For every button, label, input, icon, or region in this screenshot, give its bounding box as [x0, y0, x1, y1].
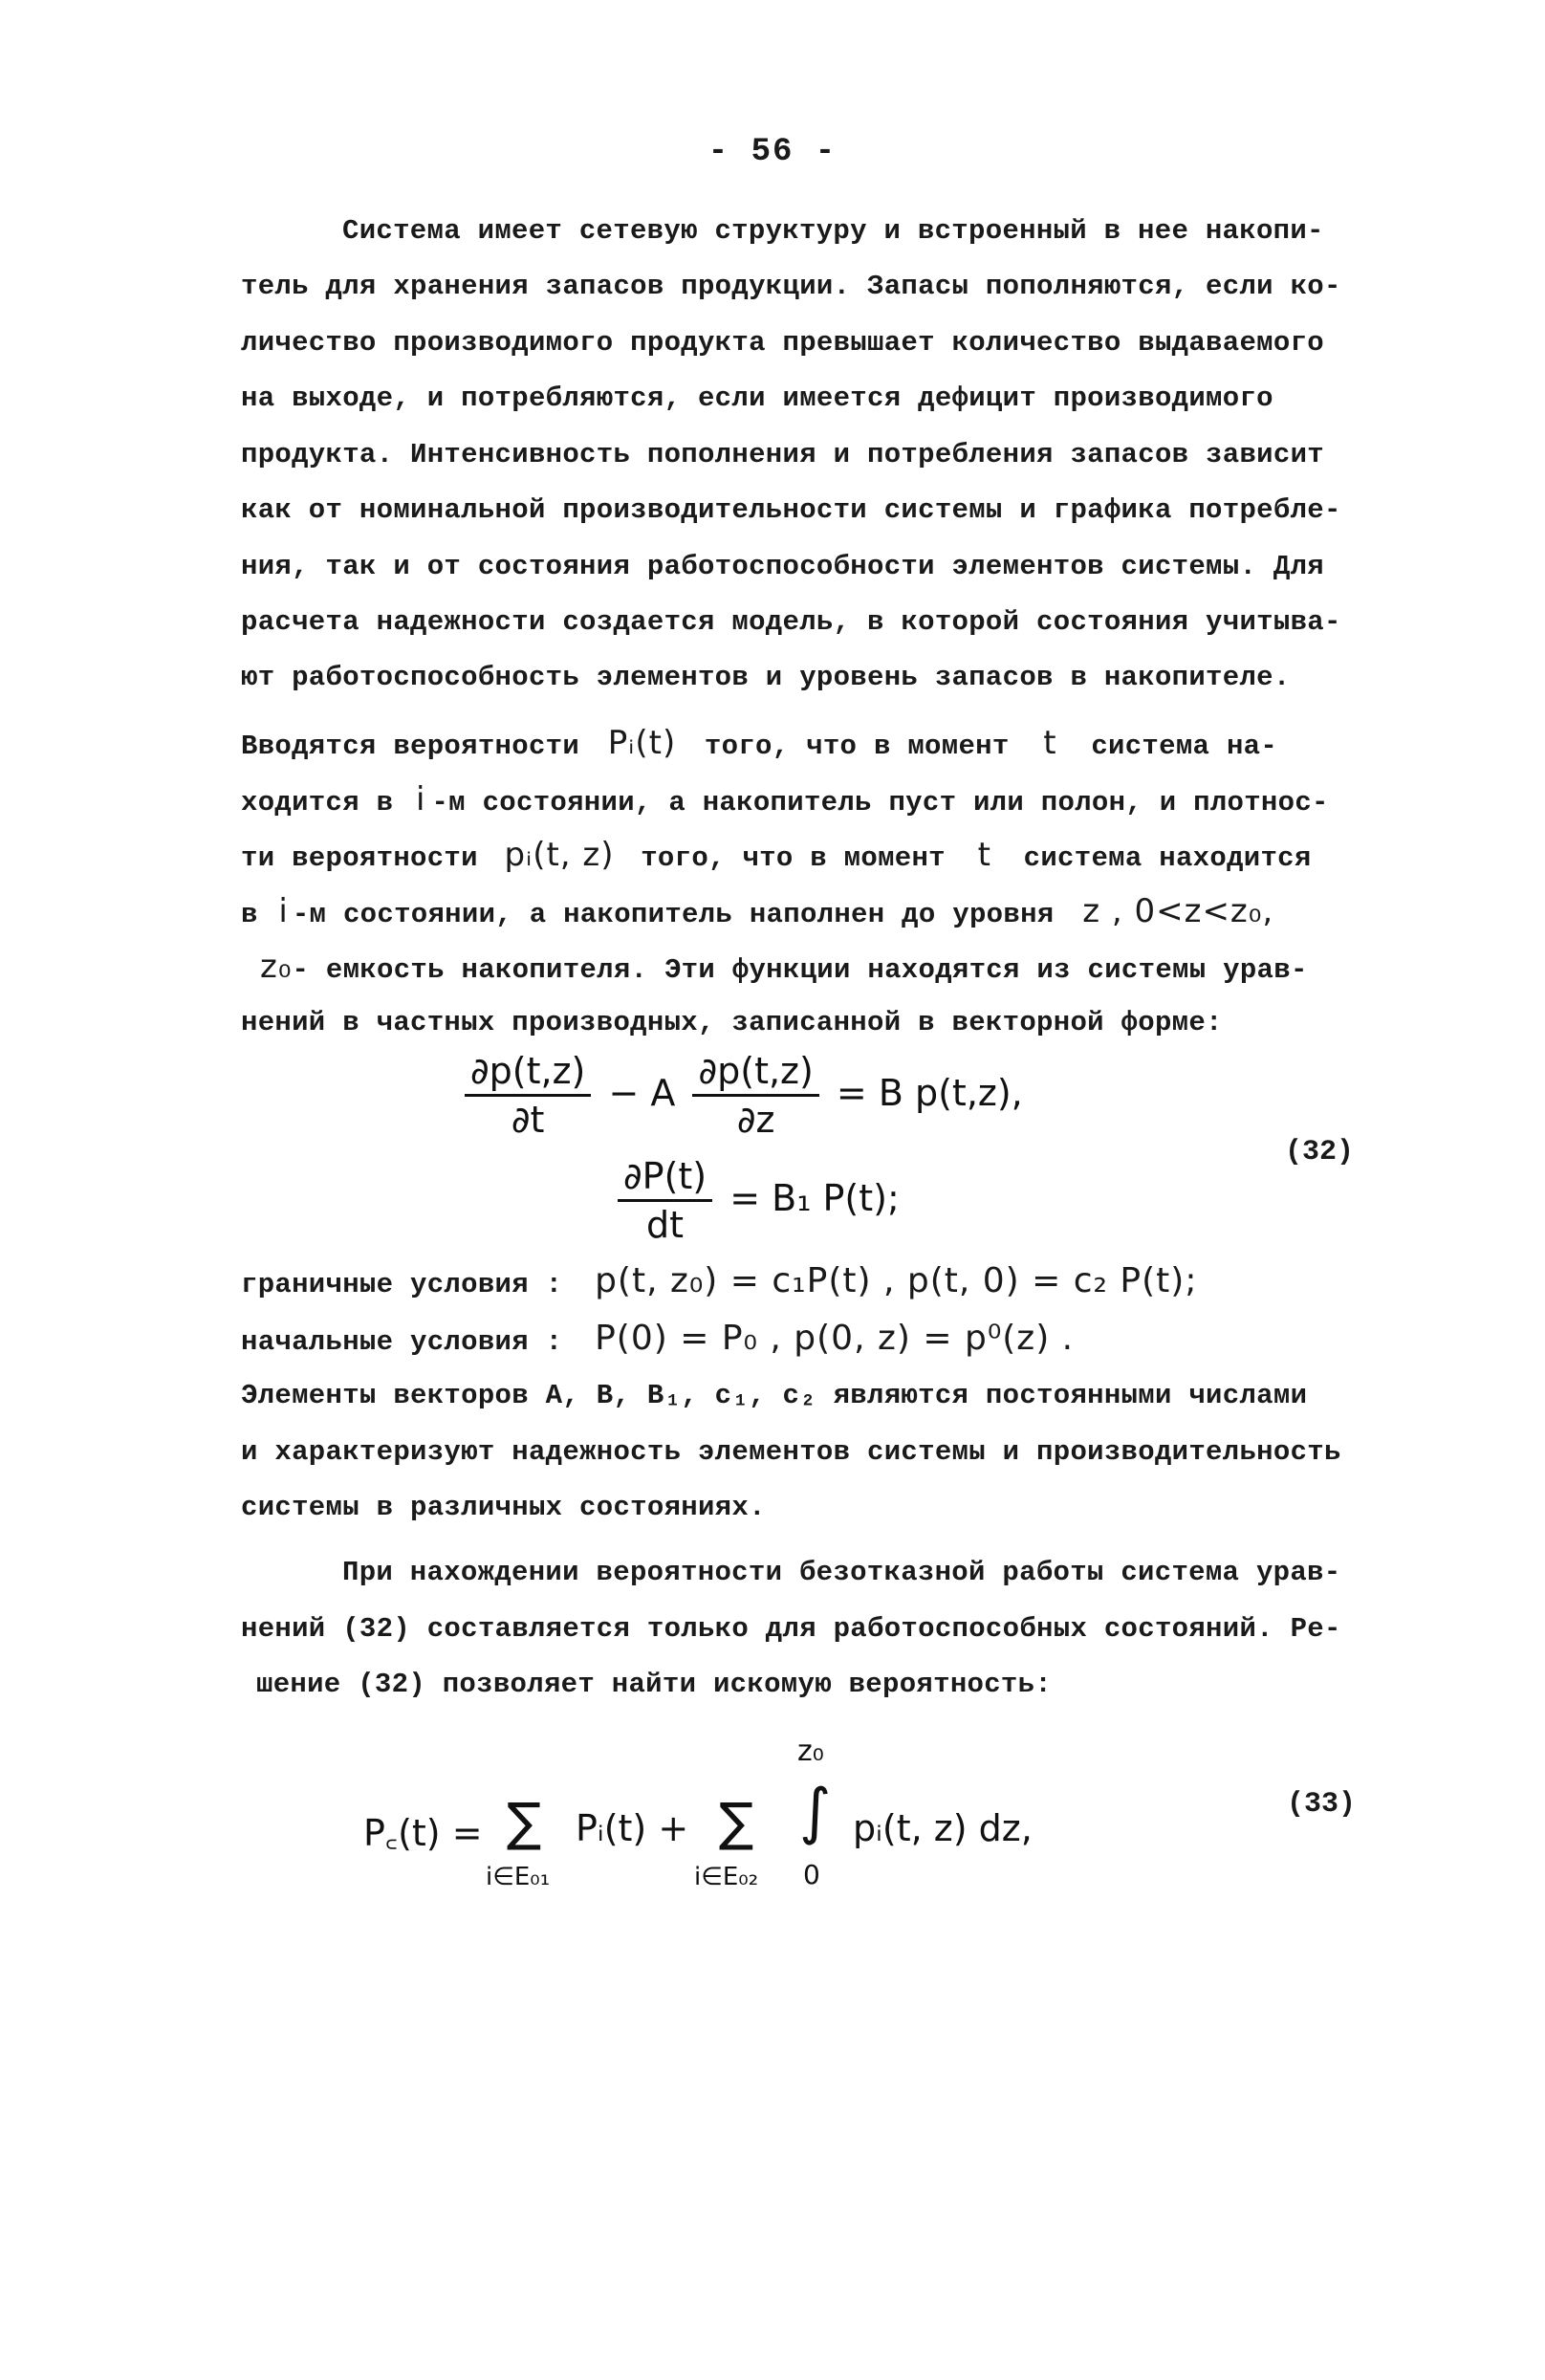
text-segment: система на-	[1091, 731, 1278, 762]
boundary-formula: p(t, z₀) = c₁P(t) , p(t, 0) = c₂ P(t);	[595, 1261, 1198, 1300]
text-segment: система находится	[1023, 842, 1312, 874]
text-segment: -м состоянии, а накопитель наполнен до уровня	[292, 899, 1055, 930]
integral-upper-limit: z₀	[797, 1735, 824, 1768]
minus-a-term: − A	[608, 1072, 676, 1114]
sum-1-subscript: i∈E₀₁	[486, 1863, 551, 1891]
paragraph-1-line-4: на выходе, и потребляются, если имеется дефицит производимого	[241, 382, 1273, 414]
fraction-numerator: ∂p(t,z)	[692, 1050, 818, 1097]
equation-33-term-1: Pᵢ(t) +	[576, 1807, 689, 1849]
fraction-denominator: ∂z	[736, 1099, 775, 1141]
page-number: - 56 -	[707, 134, 838, 170]
sum-symbol-2: ∑	[719, 1792, 754, 1852]
equation-number-33: (33)	[1287, 1788, 1357, 1821]
fraction-dP-dt	[618, 1155, 712, 1246]
boundary-conditions	[241, 1262, 1379, 1304]
initial-label: начальные условия :	[241, 1326, 563, 1358]
paragraph-2-line-1: Элементы векторов A, B, B₁, c₁, c₂ являются постоянными числами	[241, 1380, 1308, 1411]
math-z-range: z , 0<z<z₀,	[1082, 892, 1274, 930]
sum-symbol-1: ∑	[507, 1792, 542, 1852]
equation-33-term-2: pᵢ(t, z) dz,	[853, 1807, 1033, 1849]
paragraph-3-line-1: При нахождении вероятности безотказной работы система урав-	[342, 1557, 1341, 1588]
paragraph-1-line-9: ют работоспособность элементов и уровень запасов в накопителе.	[241, 662, 1291, 693]
integral-lower-limit: 0	[803, 1859, 820, 1890]
equation-32-line-2	[612, 1155, 900, 1246]
text-segment: ходится в	[241, 787, 394, 819]
math-i: i	[416, 780, 426, 819]
paragraph-1-line-3: личество производимого продукта превышает количество выдаваемого	[241, 327, 1324, 359]
paragraph-2-line-2: и характеризуют надежность элементов системы и производительность	[241, 1436, 1341, 1468]
fraction-numerator: ∂p(t,z)	[465, 1050, 591, 1097]
fraction-numerator: ∂P(t)	[618, 1155, 712, 1202]
initial-formula: P(0) = P₀ , p(0, z) = p⁰(z) .	[595, 1319, 1075, 1358]
fraction-denominator: dt	[646, 1204, 685, 1246]
fraction-denominator: ∂t	[511, 1099, 545, 1141]
paragraph-1-line-14	[260, 948, 1398, 990]
paragraph-1-line-13	[241, 892, 1379, 934]
paragraph-1-line-15: нений в частных производных, записанной в векторной форме:	[241, 1007, 1223, 1038]
equation-33	[363, 1735, 1166, 1891]
equation-33-lhs: P꜀(t) =	[363, 1812, 483, 1854]
paragraph-1-line-11	[241, 780, 1379, 822]
equation-32-line-1	[459, 1050, 1023, 1141]
equation-number-32: (32)	[1285, 1136, 1355, 1168]
text-segment: ти вероятности	[241, 842, 478, 874]
math-t: t	[1043, 724, 1057, 762]
math-t: t	[977, 836, 991, 874]
paragraph-1-line-1: Система имеет сетевую структуру и встроенный в нее накопи-	[342, 215, 1324, 247]
equation-rhs: = B p(t,z),	[836, 1072, 1023, 1114]
math-p-i-of-t: Pᵢ(t)	[607, 724, 677, 762]
paragraph-1-line-2: тель для хранения запасов продукции. Запасы пополняются, если ко-	[241, 271, 1341, 302]
text-segment: того, что в момент	[641, 842, 946, 874]
paragraph-1-line-8: расчета надежности создается модель, в которой состояния учитыва-	[241, 606, 1341, 638]
paragraph-1-line-10	[241, 724, 1379, 766]
sum-2-subscript: i∈E₀₂	[694, 1863, 759, 1891]
text-segment: того, что в момент	[704, 731, 1010, 762]
initial-conditions	[241, 1320, 1379, 1362]
paragraph-2-line-3: системы в различных состояниях.	[241, 1492, 766, 1523]
paragraph-1-line-7: ния, так и от состояния работоспособности элементов системы. Для	[241, 551, 1324, 582]
fraction-dp-dz	[692, 1050, 818, 1141]
paragraph-3-line-3: шение (32) позволяет найти искомую вероятность:	[256, 1669, 1053, 1700]
paragraph-1-line-5: продукта. Интенсивность пополнения и потребления запасов зависит	[241, 439, 1324, 470]
math-z0: z₀	[260, 948, 293, 986]
equation-rhs: = B₁ P(t);	[729, 1177, 900, 1219]
integral-symbol: ∫	[799, 1777, 832, 1847]
math-p-i-of-t-z: pᵢ(t, z)	[504, 836, 615, 874]
math-i: i	[278, 892, 289, 930]
boundary-label: граничные условия :	[241, 1269, 563, 1300]
text-segment: -м состоянии, а накопитель пуст или полон, и плотнос-	[431, 787, 1329, 819]
paragraph-1-line-12	[241, 836, 1379, 878]
paragraph-3-line-2: нений (32) составляется только для работоспособных состояний. Ре-	[241, 1613, 1341, 1645]
fraction-dp-dt	[465, 1050, 591, 1141]
paragraph-1-line-6: как от номинальной производительности системы и графика потребле-	[241, 494, 1341, 526]
text-segment: Вводятся вероятности	[241, 731, 580, 762]
text-segment: - емкость накопителя. Эти функции находятся из системы урав-	[292, 954, 1308, 986]
text-segment: в	[241, 899, 258, 930]
